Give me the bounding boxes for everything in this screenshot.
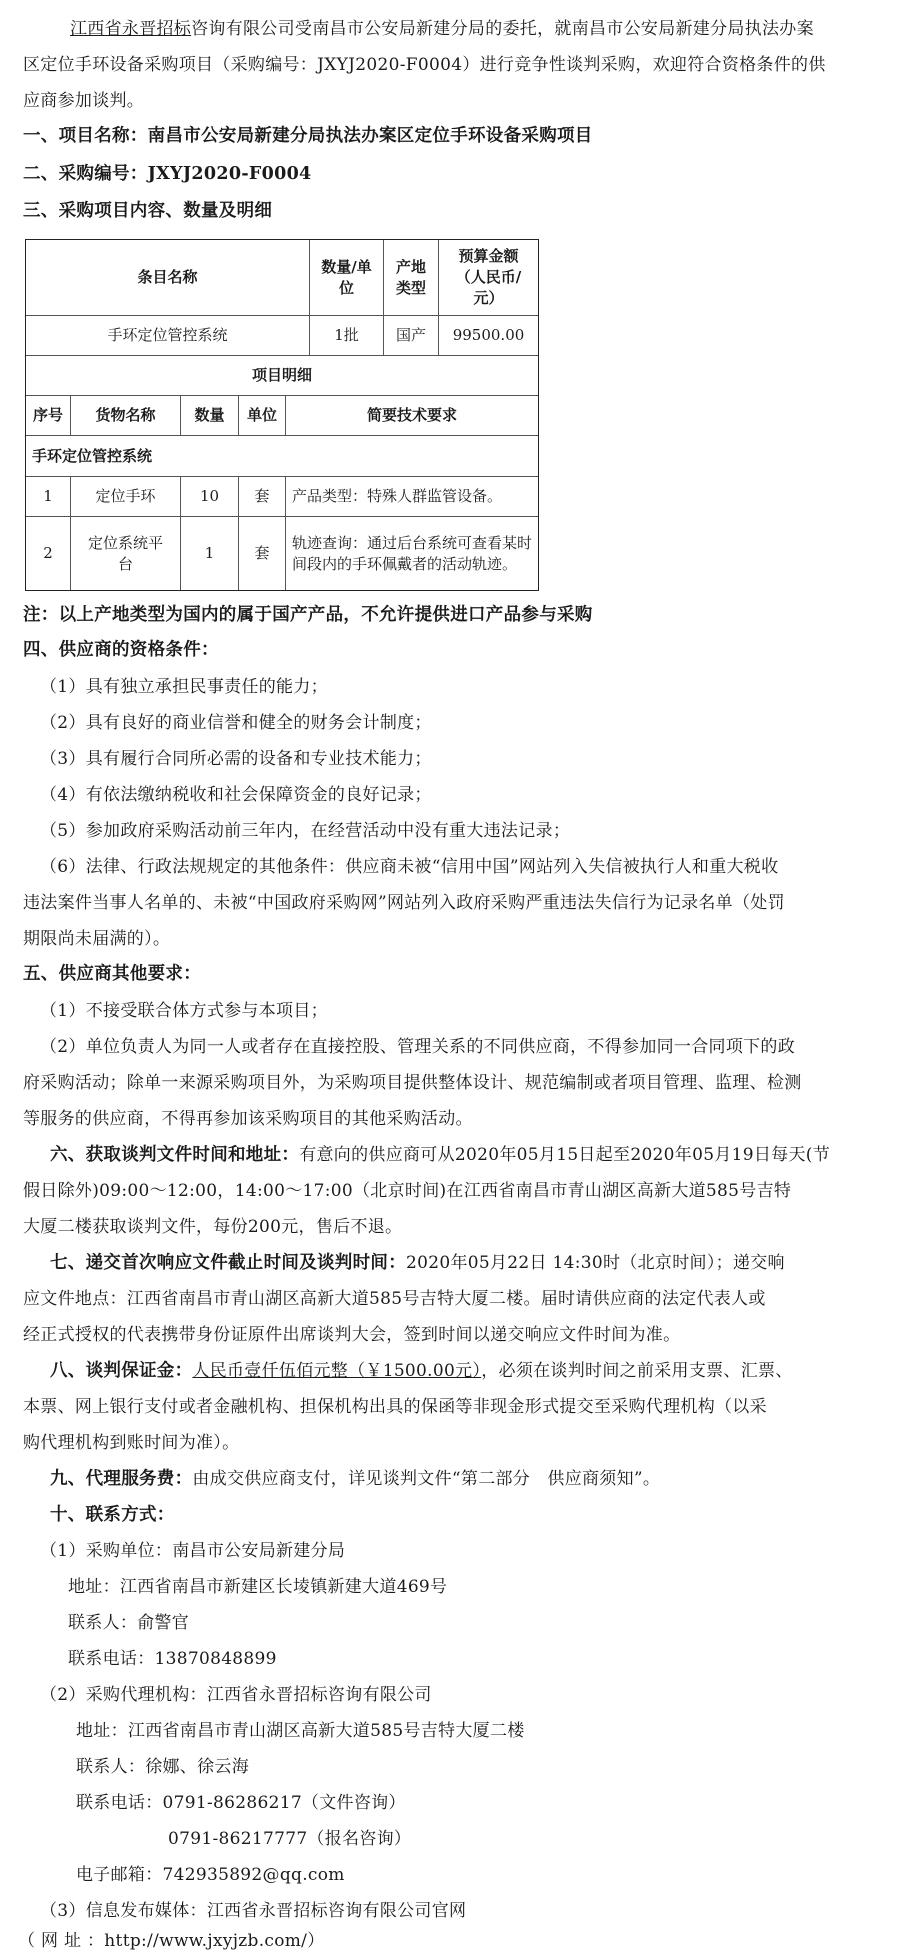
section-6-text: 有意向的供应商可从2020年05月15日起至2020年05月19日每天(节 [299, 1145, 830, 1165]
contact-1-phone: 联系电话：13870848899 [68, 1649, 277, 1669]
item-1-req: 产品类型：特殊人群监管设备。 [292, 487, 503, 505]
detail-header-req: 简要技术要求 [366, 406, 457, 424]
other-req-2-line-2: 府采购活动；除单一来源采购项目外，为采购项目提供整体设计、规范编制或者项目管理、监理、检测 [23, 1073, 802, 1093]
qualification-6-line-2: 违法案件当事人名单的、未被“中国政府采购网”网站列入政府采购严重违法失信行为记录名单（处罚 [23, 893, 785, 913]
section-3-title: 三、采购项目内容、数量及明细 [23, 201, 273, 221]
detail-header-qty: 数量 [194, 406, 225, 424]
header-qty-unit: 数量/单位 [321, 257, 372, 297]
row-qty: 1批 [334, 326, 359, 344]
contact-3-media: （3）信息发布媒体：江西省永晋招标咨询有限公司官网 [40, 1901, 467, 1921]
item-2-unit: 套 [254, 544, 270, 562]
row-item-name: 手环定位管控系统 [107, 326, 228, 344]
contact-1-address: 地址：江西省南昌市新建区长堎镇新建大道469号 [68, 1577, 448, 1597]
agency-name-underlined-2: 招标 [156, 19, 192, 39]
row-budget: 99500.00 [452, 326, 525, 344]
section-5-title: 五、供应商其他要求： [23, 964, 201, 984]
section-2-procurement-no: 二、采购编号：JXYJ2020-F0004 [23, 164, 312, 184]
section-9-line [50, 1467, 660, 1491]
contact-2-address: 地址：江西省南昌市青山湖区高新大道585号吉特大厦二楼 [76, 1721, 525, 1741]
section-6-title: 六、获取谈判文件时间和地址： [50, 1145, 300, 1165]
section-7-text: 2020年05月22日 14:30时（北京时间）；递交响 [406, 1253, 785, 1273]
section-6-line-3: 大厦二楼获取谈判文件，每份200元，售后不退。 [23, 1217, 403, 1237]
group-row: 手环定位管控系统 [32, 446, 153, 465]
contact-1-unit: （1）采购单位：南昌市公安局新建分局 [40, 1541, 346, 1561]
section-7-line-3: 经正式授权的代表携带身份证原件出席谈判大会，签到时间以递交响应文件时间为准。 [23, 1325, 681, 1345]
section-9-title: 九、代理服务费： [50, 1469, 193, 1489]
other-req-1: （1）不接受联合体方式参与本项目； [40, 1001, 328, 1021]
contact-2-phone-1: 联系电话：0791-86286217（文件咨询） [76, 1793, 406, 1813]
section-7-line-1 [50, 1251, 785, 1275]
deposit-amount: 人民币壹仟伍佰元整（￥1500.00元） [192, 1361, 482, 1381]
intro-line-2: 区定位手环设备采购项目（采购编号：JXYJ2020-F0004）进行竞争性谈判采购，欢迎符合资格条件的供 [23, 55, 826, 75]
qualification-5: （5）参加政府采购活动前三年内，在经营活动中没有重大违法记录； [40, 821, 571, 841]
item-1-no: 1 [43, 487, 53, 505]
section-4-title: 四、供应商的资格条件： [23, 640, 219, 660]
qualification-4: （4）有依法缴纳税收和社会保障资金的良好记录； [40, 785, 432, 805]
item-1-qty: 10 [199, 487, 220, 505]
section-9-text: 由成交供应商支付，详见谈判文件“第二部分 供应商须知”。 [192, 1469, 661, 1489]
qualification-3: （3）具有履行合同所必需的设备和专业技术能力； [40, 749, 432, 769]
qualification-1: （1）具有独立承担民事责任的能力； [40, 677, 328, 697]
qualification-6-line-3: 期限尚未届满的）。 [23, 929, 171, 949]
section-6-line-1 [50, 1143, 830, 1167]
item-1-goods: 定位手环 [95, 487, 156, 505]
item-2-goods: 定位系统平台 [87, 533, 163, 573]
section-1-project-name: 一、项目名称：南昌市公安局新建分局执法办案区定位手环设备采购项目 [23, 126, 593, 146]
section-7-line-2: 应文件地点：江西省南昌市青山湖区高新大道585号吉特大厦二楼。届时请供应商的法定代表人或 [23, 1289, 766, 1309]
contact-2-email: 电子邮箱：742935892@qq.com [76, 1865, 345, 1885]
detail-title: 项目明细 [251, 366, 312, 384]
row-origin: 国产 [395, 326, 426, 344]
item-2-req: 轨迹查询：通过后台系统可查看某时间段内的手环佩戴者的活动轨迹。 [292, 533, 533, 573]
item-2-qty: 1 [204, 544, 215, 562]
contact-2-agency: （2）采购代理机构：江西省永晋招标咨询有限公司 [40, 1685, 432, 1705]
item-2-no: 2 [43, 544, 53, 562]
contact-2-person: 联系人：徐娜、徐云海 [76, 1757, 249, 1777]
header-item-name: 条目名称 [137, 268, 198, 286]
intro-text: 咨询有限公司受南昌市公安局新建分局的委托，就南昌市公安局新建分局执法办案 [191, 19, 814, 39]
contact-1-person: 联系人：俞警官 [68, 1613, 190, 1633]
other-req-2-line-1: （2）单位负责人为同一人或者存在直接控股、管理关系的不同供应商，不得参加同一合同项下的政 [40, 1037, 796, 1057]
section-8-line-1 [50, 1359, 793, 1383]
section-8-line-3: 购代理机构到账时间为准）。 [23, 1433, 240, 1453]
procurement-table [25, 239, 539, 591]
header-origin: 产地类型 [395, 257, 426, 297]
qualification-6-line-1: （6）法律、行政法规规定的其他条件：供应商未被“信用中国”网站列入失信被执行人和重大税收 [40, 857, 779, 877]
detail-header-goods: 货物名称 [95, 406, 156, 424]
detail-header-no: 序号 [32, 406, 63, 424]
other-req-2-line-3: 等服务的供应商，不得再参加该采购项目的其他采购活动。 [23, 1109, 473, 1129]
contact-3-website: （ 网 址 ：http://www.jxyjzb.com/） [18, 1931, 325, 1951]
detail-header-unit: 单位 [246, 406, 277, 424]
qualification-2: （2）具有良好的商业信誉和健全的财务会计制度； [40, 713, 432, 733]
section-8-line-2: 本票、网上银行支付或者金融机构、担保机构出具的保函等非现金形式提交至采购代理机构（以采 [23, 1397, 767, 1417]
header-budget: 预算金额（人民币/元） [455, 247, 522, 307]
intro-line-3: 应商参加谈判。 [23, 91, 145, 111]
agency-name-underlined: 江西省永晋 [70, 19, 157, 39]
item-1-unit: 套 [254, 487, 270, 505]
section-10-title: 十、联系方式： [50, 1505, 175, 1525]
section-8-title: 八、谈判保证金： [50, 1361, 193, 1381]
origin-note: 注：以上产地类型为国内的属于国产产品，不允许提供进口产品参与采购 [23, 605, 593, 625]
contact-2-phone-2: 0791-86217777（报名咨询） [168, 1829, 412, 1849]
section-8-text: ，必须在谈判时间之前采用支票、汇票、 [481, 1361, 793, 1381]
intro-line-1 [70, 17, 814, 41]
section-7-title: 七、递交首次响应文件截止时间及谈判时间： [50, 1253, 406, 1273]
section-6-line-2: 假日除外)09:00～12:00，14:00～17:00（北京时间)在江西省南昌市青山湖区高新大道585号吉特 [23, 1181, 792, 1201]
